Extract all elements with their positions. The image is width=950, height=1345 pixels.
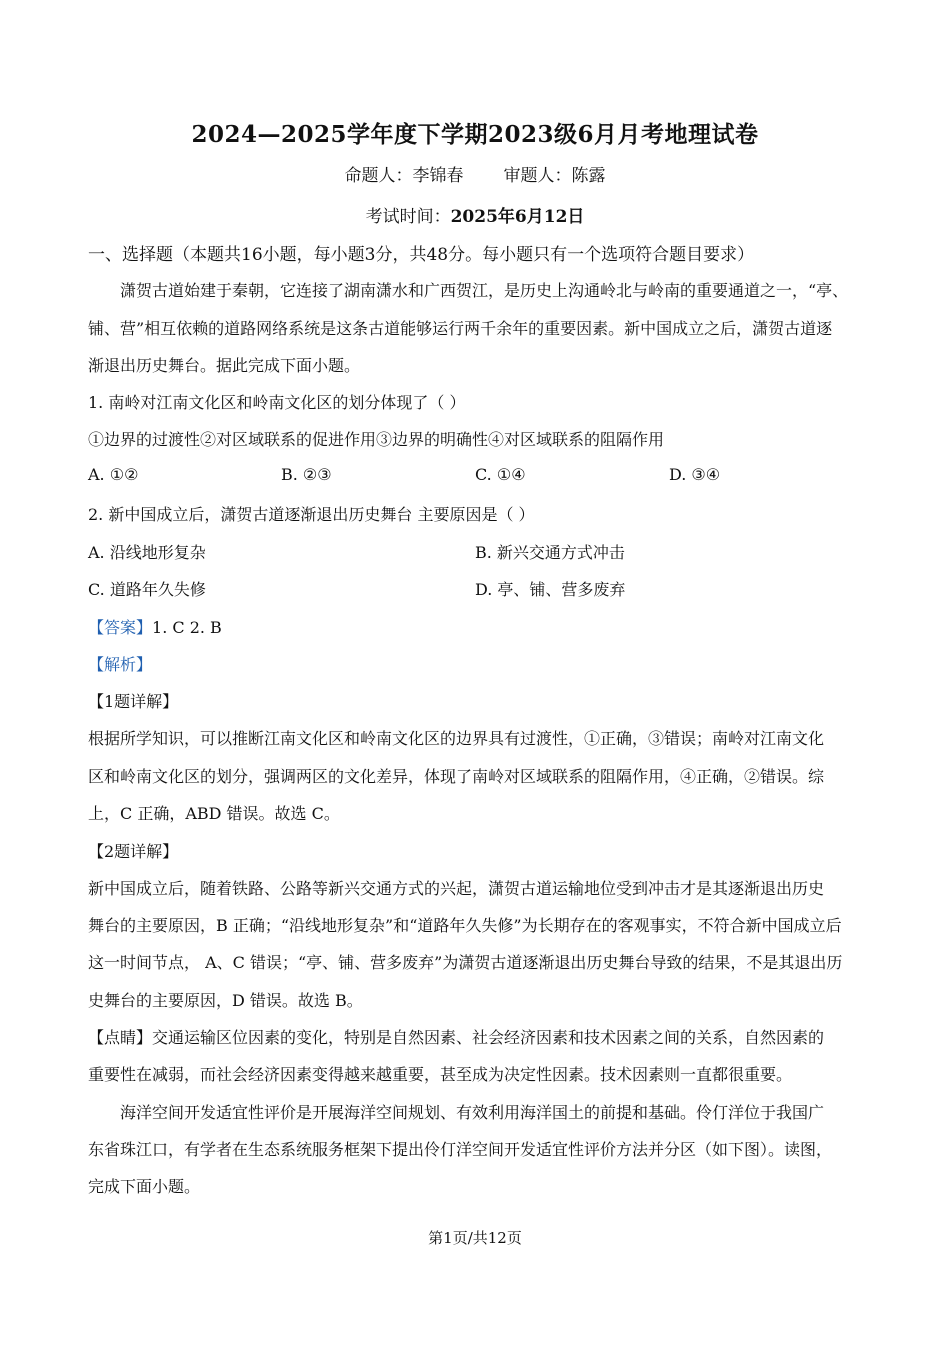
detail-1-line: 根据所学知识，可以推断江南文化区和岭南文化区的边界具有过渡性，①正确，③错误；南岭对江南文化	[88, 729, 825, 748]
exam-time-value: 2025年6月12日	[450, 207, 585, 227]
answer-line	[88, 615, 222, 638]
q1-option-a: A. ①②	[88, 465, 139, 484]
tip-text: 交通运输区位因素的变化，特别是自然因素、社会经济因素和技术因素之间的关系，自然因素的	[152, 1028, 825, 1047]
q1-option-b: B. ②③	[281, 465, 332, 484]
tip-line: 重要性在减弱，而社会经济因素变得越来越重要，甚至成为决定性因素。技术因素则一直都很重要。	[88, 1065, 793, 1084]
setter-label: 命题人：李锦春	[344, 166, 464, 186]
section-heading: 一、选择题（本题共16小题，每小题3分，共48分。每小题只有一个选项符合题目要求）	[88, 245, 755, 265]
tip-line	[88, 1025, 824, 1048]
detail-2-line: 这一时间节点， A、C 错误；“亭、铺、营多废弃”为潇贺古道逐渐退出历史舞台导致的结果，不是其退出历	[88, 953, 843, 972]
detail-2-line: 舞台的主要原因，B 正确；“沿线地形复杂”和“道路年久失修”为长期存在的客观事实，不符合新中国成立后	[88, 916, 842, 935]
q1-option-d: D. ③④	[669, 465, 721, 484]
detail-1-label: 【1题详解】	[88, 692, 179, 711]
authors-line	[0, 161, 950, 186]
reviewer-label: 审题人：陈露	[503, 166, 606, 186]
passage1-line: 潇贺古道始建于秦朝，它连接了湖南潇水和广西贺江，是历史上沟通岭北与岭南的重要通道之一，“亭、	[120, 281, 849, 300]
question-2-stem: 2. 新中国成立后，潇贺古道逐渐退出历史舞台 主要原因是（ ）	[88, 505, 535, 524]
answer-label: 【答案】	[88, 618, 153, 637]
page-title: 2024—2025学年度下学期2023级6月月考地理试卷	[191, 121, 759, 148]
answer-text: 1. C 2. B	[152, 618, 222, 637]
exam-time-label: 考试时间：	[365, 207, 451, 227]
q2-option-a: A. 沿线地形复杂	[88, 543, 206, 562]
passage2-line: 海洋空间开发适宜性评价是开展海洋空间规划、有效利用海洋国土的前提和基础。伶仃洋位于我国广	[120, 1103, 825, 1122]
detail-1-line: 上，C 正确，ABD 错误。故选 C。	[88, 804, 340, 823]
detail-1-line: 区和岭南文化区的划分，强调两区的文化差异，体现了南岭对区域联系的阻隔作用，④正确，②错误。综	[88, 767, 825, 786]
q2-option-c: C. 道路年久失修	[88, 580, 206, 599]
q2-option-d: D. 亭、铺、营多废弃	[475, 580, 626, 599]
question-1-stem: 1. 南岭对江南文化区和岭南文化区的划分体现了（ ）	[88, 393, 466, 412]
page-footer: 第1页/共12页	[428, 1229, 522, 1247]
detail-2-label: 【2题详解】	[88, 842, 179, 861]
detail-2-line: 新中国成立后，随着铁路、公路等新兴交通方式的兴起，潇贺古道运输地位受到冲击才是其逐渐退出历史	[88, 879, 825, 898]
exam-time	[0, 202, 950, 227]
passage1-line: 铺、营”相互依赖的道路网络系统是这条古道能够运行两千余年的重要因素。新中国成立之后，潇贺古道逐	[88, 319, 833, 338]
q2-option-b: B. 新兴交通方式冲击	[475, 543, 625, 562]
passage1-line: 渐退出历史舞台。据此完成下面小题。	[88, 356, 361, 375]
passage2-line: 东省珠江口，有学者在生态系统服务框架下提出伶仃洋空间开发适宜性评价方法并分区（如下图）。读图，	[88, 1140, 833, 1159]
tip-label: 【点睛】	[88, 1028, 153, 1047]
passage2-line: 完成下面小题。	[88, 1177, 201, 1196]
analysis-label: 【解析】	[88, 655, 153, 674]
q1-option-c: C. ①④	[475, 465, 526, 484]
detail-2-line: 史舞台的主要原因，D 错误。故选 B。	[88, 991, 363, 1010]
question-1-statements: ①边界的过渡性②对区域联系的促进作用③边界的明确性④对区域联系的阻隔作用	[88, 430, 665, 449]
